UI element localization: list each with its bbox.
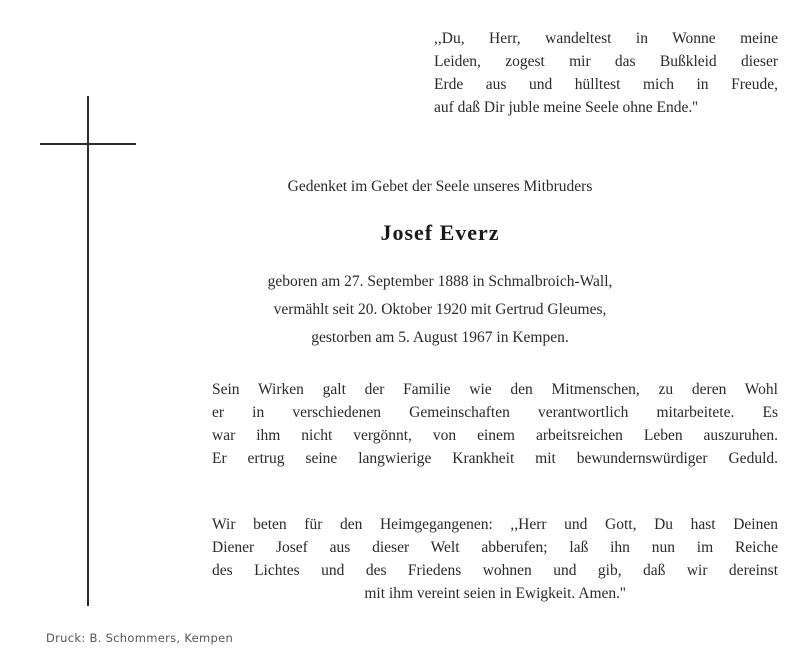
epigraph-quote xyxy=(434,27,778,119)
epigraph-line: auf daß Dir juble meine Seele ohne Ende.'' xyxy=(434,99,698,116)
prayer-line: mit ihm vereint seien in Ewigkeit. Amen.'' xyxy=(364,585,626,602)
intro-text: Gedenket im Gebet der Seele unseres Mitbruders xyxy=(287,178,593,195)
biography-line: er in verschiedenen Gemeinschaften verantwortlich mitarbeitete. Es xyxy=(212,404,778,421)
prayer-line: des Lichtes und des Friedens wohnen und gib, daß wir dereinst xyxy=(212,562,778,579)
deceased-name: Josef Everz xyxy=(380,220,500,245)
marriage-line: vermählt seit 20. Oktober 1920 mit Gertrud Gleumes, xyxy=(273,301,607,318)
prayer-line: Diener Josef aus dieser Welt abberufen; laß ihn nun im Reiche xyxy=(212,539,778,556)
biography-line: Sein Wirken galt der Familie wie den Mitmenschen, zu deren Wohl xyxy=(212,381,778,398)
cross-vertical-bar xyxy=(87,96,89,606)
biography-line: Er ertrug seine langwierige Krankheit mit bewundernswürdiger Geduld. xyxy=(212,450,778,467)
epigraph-line: Leiden, zogest mir das Bußkleid dieser xyxy=(434,53,778,70)
biography-paragraph xyxy=(212,378,778,470)
epigraph-line: Erde aus und hülltest mich in Freude, xyxy=(434,76,778,93)
biography-line: war ihm nicht vergönnt, von einem arbeitsreichen Leben auszuruhen. xyxy=(212,427,778,444)
prayer-paragraph xyxy=(212,513,778,605)
death-line: gestorben am 5. August 1967 in Kempen. xyxy=(311,329,569,346)
prayer-line: Wir beten für den Heimgegangenen: ,,Herr und Gott, Du hast Deinen xyxy=(212,516,778,533)
printer-credit: Druck: B. Schommers, Kempen xyxy=(46,631,234,645)
birth-line: geboren am 27. September 1888 in Schmalbroich-Wall, xyxy=(267,273,613,290)
cross-horizontal-bar xyxy=(40,143,136,145)
life-dates xyxy=(200,268,680,352)
epigraph-line: ,,Du, Herr, wandeltest in Wonne meine xyxy=(434,30,778,47)
